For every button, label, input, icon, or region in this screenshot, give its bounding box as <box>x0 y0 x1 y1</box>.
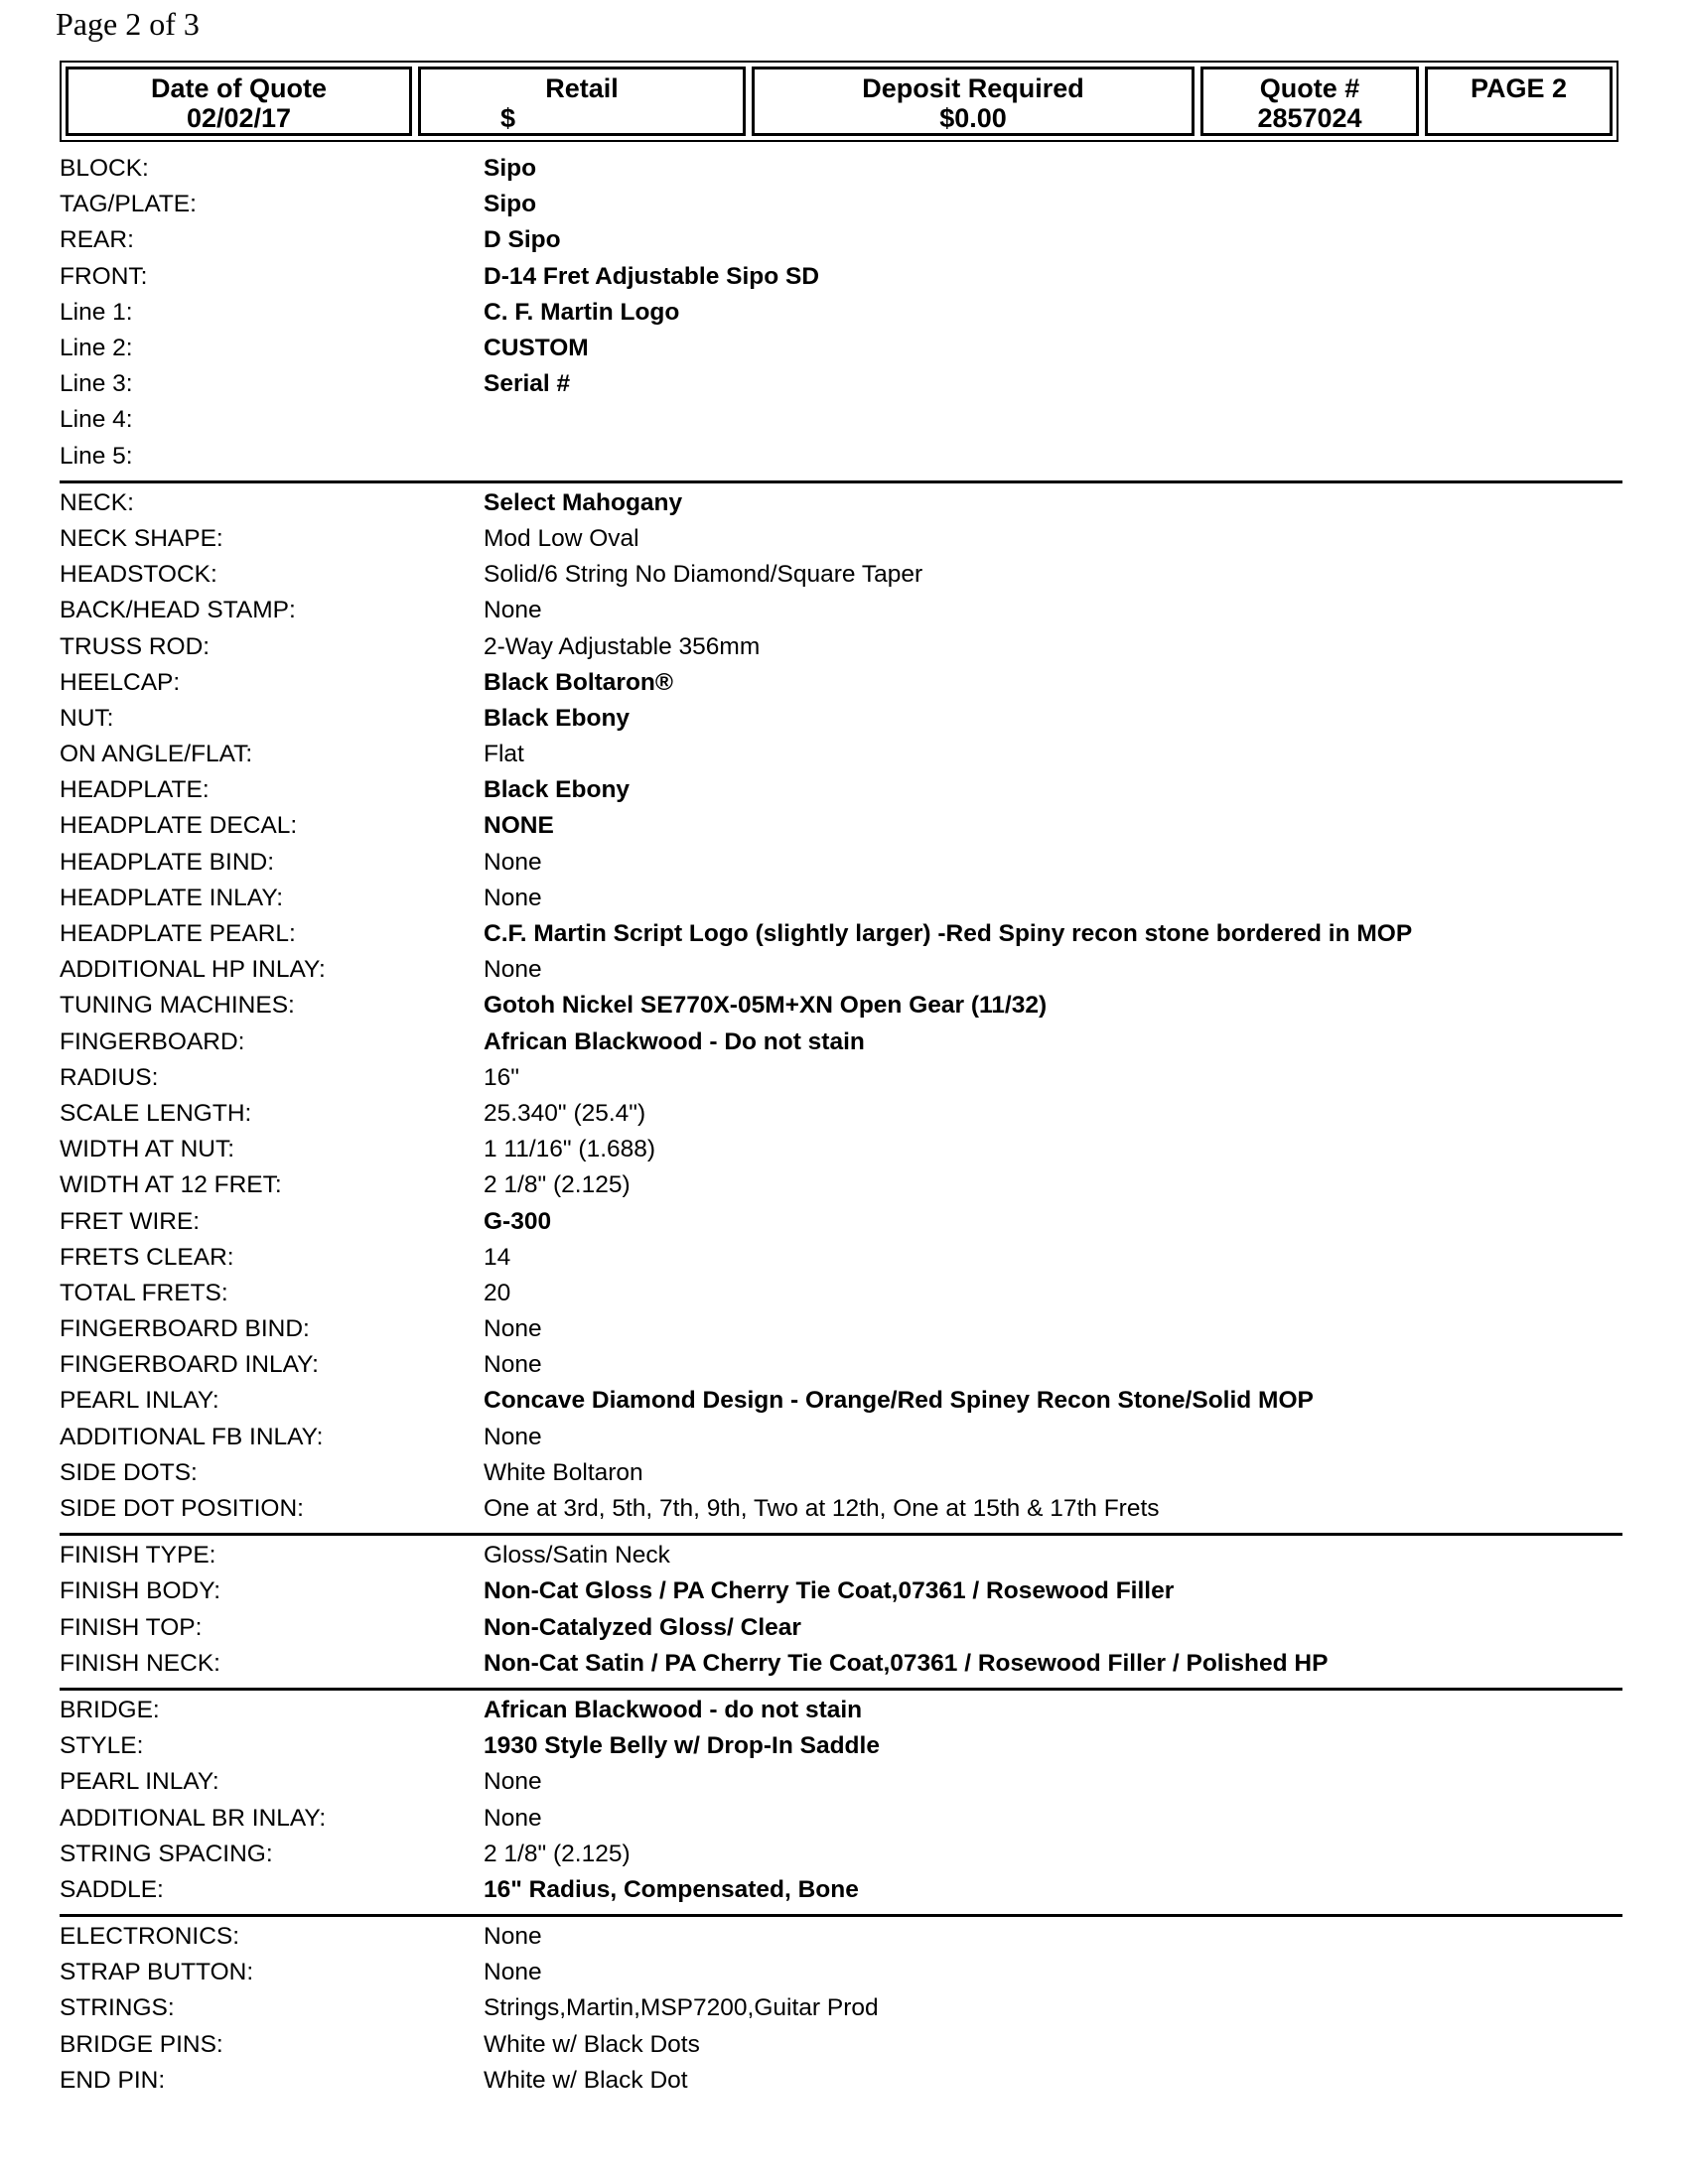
spec-label: TRUSS ROD: <box>60 632 211 660</box>
spec-value: 1930 Style Belly w/ Drop-In Saddle <box>484 1732 880 1760</box>
spec-label: FINGERBOARD BIND: <box>60 1315 310 1343</box>
spec-row <box>60 331 1622 366</box>
spec-value: 2 1/8" (2.125) <box>484 1840 631 1867</box>
spec-row <box>60 1132 1622 1167</box>
spec-value: None <box>484 1315 542 1343</box>
spec-value: African Blackwood - do not stain <box>484 1696 863 1723</box>
spec-value: White Boltaron <box>484 1458 643 1486</box>
spec-value: D Sipo <box>484 226 561 254</box>
spec-sections <box>60 149 1622 2105</box>
spec-row <box>60 187 1622 222</box>
spec-label: WIDTH AT NUT: <box>60 1136 235 1163</box>
spec-row <box>60 1203 1622 1239</box>
spec-label: STRAP BUTTON: <box>60 1959 254 1986</box>
spec-row <box>60 151 1622 187</box>
spec-value: 1 11/16" (1.688) <box>484 1136 656 1163</box>
spec-value: Gloss/Satin Neck <box>484 1542 670 1570</box>
spec-row <box>60 952 1622 988</box>
spec-row <box>60 402 1622 438</box>
spec-value: None <box>484 1423 542 1450</box>
spec-row <box>60 701 1622 737</box>
spec-label: END PIN: <box>60 2066 166 2094</box>
spec-label: WIDTH AT 12 FRET: <box>60 1171 282 1199</box>
deposit-required-value: $0.00 <box>939 103 1007 133</box>
spec-label: FINISH NECK: <box>60 1649 220 1677</box>
date-of-quote-label: Date of Quote <box>150 73 327 103</box>
spec-value: African Blackwood - Do not stain <box>484 1027 865 1055</box>
spec-value: C. F. Martin Logo <box>484 298 680 326</box>
spec-row <box>60 1096 1622 1132</box>
spec-row <box>60 593 1622 628</box>
spec-row <box>60 1573 1622 1609</box>
quote-number-cell <box>1200 67 1419 136</box>
retail-cell <box>418 67 746 136</box>
spec-row <box>60 1240 1622 1276</box>
spec-label: PEARL INLAY: <box>60 1387 219 1415</box>
spec-label: RADIUS: <box>60 1063 159 1091</box>
spec-label: STRING SPACING: <box>60 1840 273 1867</box>
spec-label: HEADPLATE PEARL: <box>60 920 296 948</box>
spec-value: D-14 Fret Adjustable Sipo SD <box>484 262 820 290</box>
quote-header-table <box>60 61 1618 142</box>
spec-section <box>60 1691 1622 1917</box>
spec-value: 25.340" (25.4") <box>484 1099 646 1127</box>
spec-label: FINGERBOARD INLAY: <box>60 1351 319 1379</box>
spec-row <box>60 1420 1622 1455</box>
spec-label: Line 2: <box>60 335 133 362</box>
date-of-quote-cell <box>66 67 412 136</box>
spec-label: NUT: <box>60 704 114 732</box>
spec-row <box>60 1837 1622 1872</box>
spec-row <box>60 1646 1622 1682</box>
spec-label: BRIDGE: <box>60 1696 160 1723</box>
spec-value: 20 <box>484 1279 511 1306</box>
spec-value: One at 3rd, 5th, 7th, 9th, Two at 12th, One at 15th & 17th Frets <box>484 1495 1160 1523</box>
spec-label: TOTAL FRETS: <box>60 1279 228 1306</box>
spec-row <box>60 1538 1622 1573</box>
spec-value: 2 1/8" (2.125) <box>484 1171 631 1199</box>
spec-row <box>60 521 1622 557</box>
spec-value: 16" <box>484 1063 519 1091</box>
spec-row <box>60 881 1622 916</box>
spec-row <box>60 772 1622 808</box>
spec-label: REAR: <box>60 226 134 254</box>
spec-row <box>60 1693 1622 1728</box>
spec-section <box>60 483 1622 1536</box>
spec-label: FRONT: <box>60 262 148 290</box>
spec-label: Line 5: <box>60 442 133 470</box>
quote-number-label: Quote # <box>1259 73 1360 103</box>
spec-value: Strings,Martin,MSP7200,Guitar Prod <box>484 1994 879 2022</box>
spec-row <box>60 439 1622 475</box>
spec-value: 2-Way Adjustable 356mm <box>484 632 761 660</box>
spec-value: None <box>484 597 542 624</box>
spec-row <box>60 1024 1622 1060</box>
spec-value: 16" Radius, Compensated, Bone <box>484 1875 859 1903</box>
spec-row <box>60 916 1622 952</box>
spec-row <box>60 1955 1622 1990</box>
spec-value: Non-Cat Satin / PA Cherry Tie Coat,07361 / Rosewood Filler / Polished HP <box>484 1649 1329 1677</box>
spec-row <box>60 2063 1622 2099</box>
spec-label: ADDITIONAL HP INLAY: <box>60 956 326 984</box>
spec-value: None <box>484 1768 542 1796</box>
spec-row <box>60 222 1622 258</box>
spec-label: STRINGS: <box>60 1994 175 2022</box>
spec-row <box>60 1919 1622 1955</box>
spec-row <box>60 1990 1622 2026</box>
spec-label: PEARL INLAY: <box>60 1768 219 1796</box>
spec-row <box>60 1455 1622 1491</box>
spec-value: Non-Catalyzed Gloss/ Clear <box>484 1613 801 1641</box>
spec-value: None <box>484 956 542 984</box>
spec-label: Line 4: <box>60 406 133 434</box>
spec-value: Serial # <box>484 370 571 398</box>
spec-row <box>60 988 1622 1024</box>
spec-value: None <box>484 1804 542 1832</box>
spec-label: ON ANGLE/FLAT: <box>60 741 253 768</box>
spec-row <box>60 1276 1622 1311</box>
spec-label: BACK/HEAD STAMP: <box>60 597 296 624</box>
spec-value: Black Ebony <box>484 776 631 804</box>
spec-value: None <box>484 848 542 876</box>
deposit-required-label: Deposit Required <box>862 73 1084 103</box>
spec-row <box>60 737 1622 772</box>
spec-row <box>60 628 1622 664</box>
spec-row <box>60 1491 1622 1527</box>
spec-value: None <box>484 1923 542 1951</box>
spec-section <box>60 1917 1622 2105</box>
spec-row <box>60 1764 1622 1800</box>
spec-row <box>60 665 1622 701</box>
spec-label: Line 3: <box>60 370 133 398</box>
spec-row <box>60 1800 1622 1836</box>
spec-value: Concave Diamond Design - Orange/Red Spiney Recon Stone/Solid MOP <box>484 1387 1314 1415</box>
spec-label: FRETS CLEAR: <box>60 1243 234 1271</box>
deposit-required-cell <box>752 67 1195 136</box>
spec-row <box>60 1060 1622 1096</box>
spec-value: Flat <box>484 741 524 768</box>
spec-label: FINISH BODY: <box>60 1577 221 1605</box>
spec-value: Non-Cat Gloss / PA Cherry Tie Coat,07361 / Rosewood Filler <box>484 1577 1175 1605</box>
spec-label: HEADPLATE: <box>60 776 210 804</box>
spec-label: SIDE DOTS: <box>60 1458 198 1486</box>
spec-row <box>60 845 1622 881</box>
date-of-quote-value: 02/02/17 <box>186 103 292 133</box>
spec-value: White w/ Black Dot <box>484 2066 688 2094</box>
spec-label: ADDITIONAL BR INLAY: <box>60 1804 327 1832</box>
retail-label: Retail <box>545 73 619 103</box>
page-cell <box>1425 67 1613 136</box>
spec-row <box>60 1610 1622 1646</box>
quote-number-value: 2857024 <box>1257 103 1362 133</box>
spec-label: FINISH TOP: <box>60 1613 203 1641</box>
spec-label: ELECTRONICS: <box>60 1923 240 1951</box>
spec-value: CUSTOM <box>484 335 589 362</box>
spec-label: BRIDGE PINS: <box>60 2030 223 2058</box>
spec-value: Sipo <box>484 191 537 218</box>
spec-label: HEADPLATE INLAY: <box>60 884 284 911</box>
spec-label: HEELCAP: <box>60 668 181 696</box>
spec-label: TAG/PLATE: <box>60 191 197 218</box>
spec-row <box>60 485 1622 521</box>
spec-row <box>60 1383 1622 1419</box>
spec-value: None <box>484 1351 542 1379</box>
spec-label: FINISH TYPE: <box>60 1542 216 1570</box>
spec-value: Black Ebony <box>484 704 631 732</box>
spec-label: FRET WIRE: <box>60 1207 201 1235</box>
spec-label: HEADSTOCK: <box>60 561 217 589</box>
spec-value: Black Boltaron® <box>484 668 673 696</box>
spec-row <box>60 1311 1622 1347</box>
page-cell-label: PAGE 2 <box>1470 73 1568 103</box>
spec-row <box>60 1347 1622 1383</box>
page-number-label: Page 2 of 3 <box>56 6 200 42</box>
spec-value: Select Mahogany <box>484 488 683 516</box>
spec-value: Solid/6 String No Diamond/Square Taper <box>484 561 923 589</box>
spec-label: HEADPLATE BIND: <box>60 848 275 876</box>
spec-row <box>60 1728 1622 1764</box>
spec-row <box>60 557 1622 593</box>
spec-label: Line 1: <box>60 298 133 326</box>
spec-section <box>60 149 1622 483</box>
spec-label: SADDLE: <box>60 1875 164 1903</box>
retail-value: $ <box>500 103 516 133</box>
spec-row <box>60 295 1622 331</box>
spec-label: NECK SHAPE: <box>60 524 223 552</box>
spec-value: White w/ Black Dots <box>484 2030 700 2058</box>
spec-value: NONE <box>484 812 554 840</box>
spec-value: 14 <box>484 1243 511 1271</box>
spec-label: SCALE LENGTH: <box>60 1099 252 1127</box>
spec-value: Sipo <box>484 155 537 183</box>
spec-label: BLOCK: <box>60 155 149 183</box>
spec-label: TUNING MACHINES: <box>60 992 295 1020</box>
spec-row <box>60 1872 1622 1908</box>
spec-value: Mod Low Oval <box>484 524 639 552</box>
spec-section <box>60 1536 1622 1691</box>
spec-value: G-300 <box>484 1207 552 1235</box>
spec-row <box>60 1167 1622 1203</box>
spec-row <box>60 259 1622 295</box>
spec-label: HEADPLATE DECAL: <box>60 812 298 840</box>
spec-row <box>60 366 1622 402</box>
spec-label: FINGERBOARD: <box>60 1027 245 1055</box>
spec-value: C.F. Martin Script Logo (slightly larger) -Red Spiny recon stone bordered in MOP <box>484 920 1413 948</box>
spec-row <box>60 2027 1622 2063</box>
spec-row <box>60 808 1622 844</box>
spec-label: SIDE DOT POSITION: <box>60 1495 304 1523</box>
spec-label: ADDITIONAL FB INLAY: <box>60 1423 324 1450</box>
spec-value: None <box>484 1959 542 1986</box>
spec-value: None <box>484 884 542 911</box>
spec-value: Gotoh Nickel SE770X-05M+XN Open Gear (11/32) <box>484 992 1048 1020</box>
spec-label: STYLE: <box>60 1732 144 1760</box>
spec-label: NECK: <box>60 488 134 516</box>
